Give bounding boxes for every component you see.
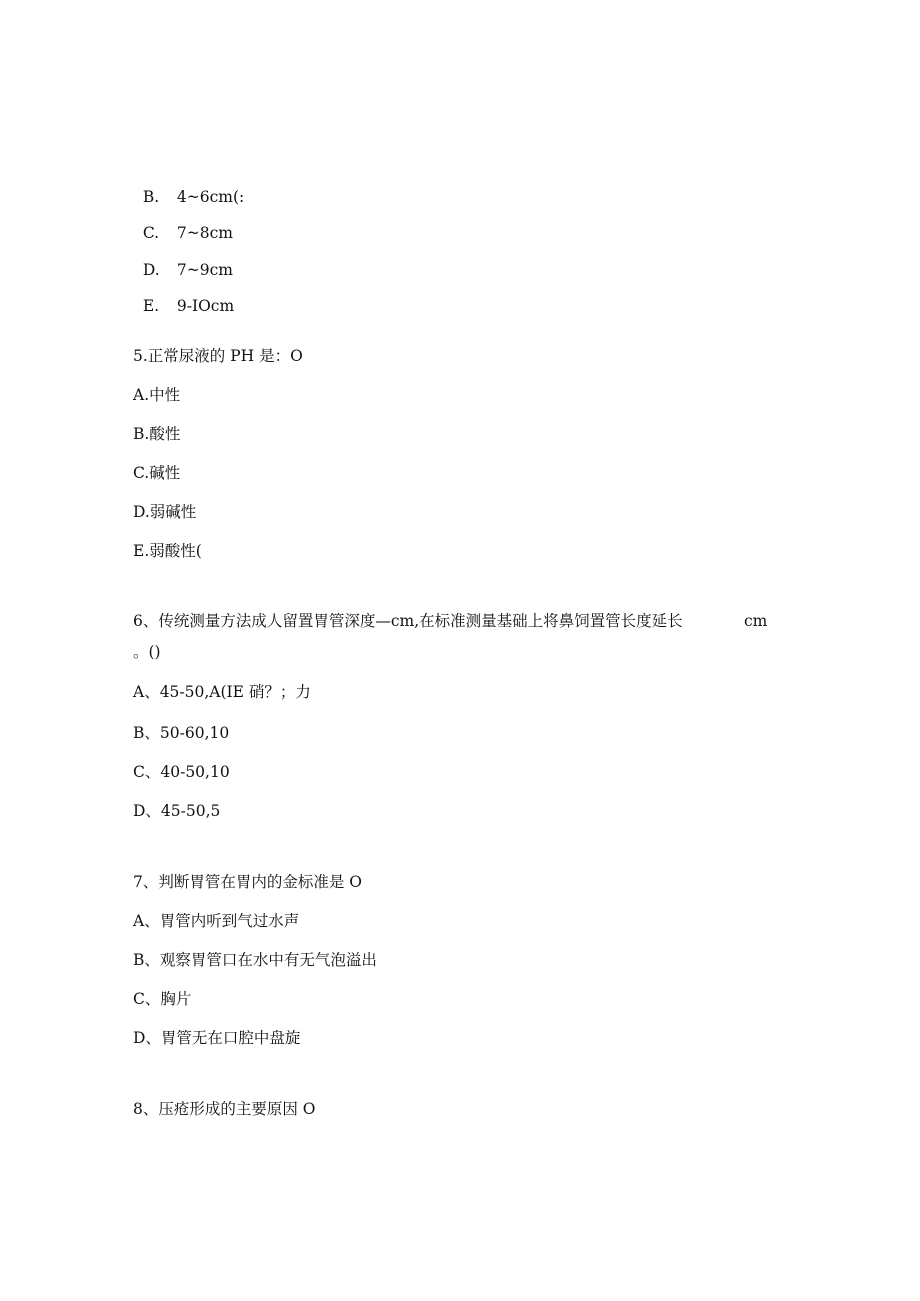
q4-option-b (133, 167, 244, 207)
q6-option-a: A、45-50,A(IE 硝？；力 (133, 683, 311, 701)
q4-option-c (133, 203, 233, 243)
option-text: 4~6cm(: (176, 188, 245, 206)
q5-option-e: E.弱酸性( (133, 542, 202, 560)
q6-stem-line1: 6、传统测量方法成人留置胃管深度—cm,在标准测量基础上将鼻饲置管长度延长 (133, 612, 683, 630)
q8-stem: 8、压疮形成的主要原因 O (133, 1100, 316, 1118)
q6-option-c: C、40-50,10 (133, 763, 230, 781)
option-letter: B. (142, 188, 160, 206)
option-text: 9-IOcm (176, 297, 235, 315)
q6-option-b: B、50-60,10 (133, 724, 230, 742)
q6-option-d: D、45-50,5 (133, 802, 221, 820)
q7-option-c: C、胸片 (133, 990, 192, 1008)
option-text: 7~9cm (176, 261, 233, 279)
q5-option-c: C.碱性 (133, 464, 181, 482)
q4-option-d (133, 240, 233, 280)
option-text: 7~8cm (176, 224, 233, 242)
q7-option-a: A、胃管内听到气过水声 (133, 912, 300, 930)
q5-option-b: B.酸性 (133, 425, 181, 443)
option-letter: E. (142, 297, 160, 315)
q6-stem-tail: cm (744, 612, 768, 630)
q4-option-e (133, 276, 234, 316)
q5-stem: 5.正常尿液的 PH 是：O (133, 347, 303, 365)
q5-option-d: D.弱碱性 (133, 503, 197, 521)
option-letter: C. (142, 224, 160, 242)
option-letter: D. (142, 261, 160, 279)
q6-stem-line2: 。() (133, 643, 161, 661)
q5-option-a: A.中性 (133, 386, 181, 404)
q7-option-d: D、胃管无在口腔中盘旋 (133, 1029, 301, 1047)
q7-stem: 7、判断胃管在胃内的金标准是 O (133, 873, 362, 891)
q7-option-b: B、观察胃管口在水中有无气泡溢出 (133, 951, 377, 969)
